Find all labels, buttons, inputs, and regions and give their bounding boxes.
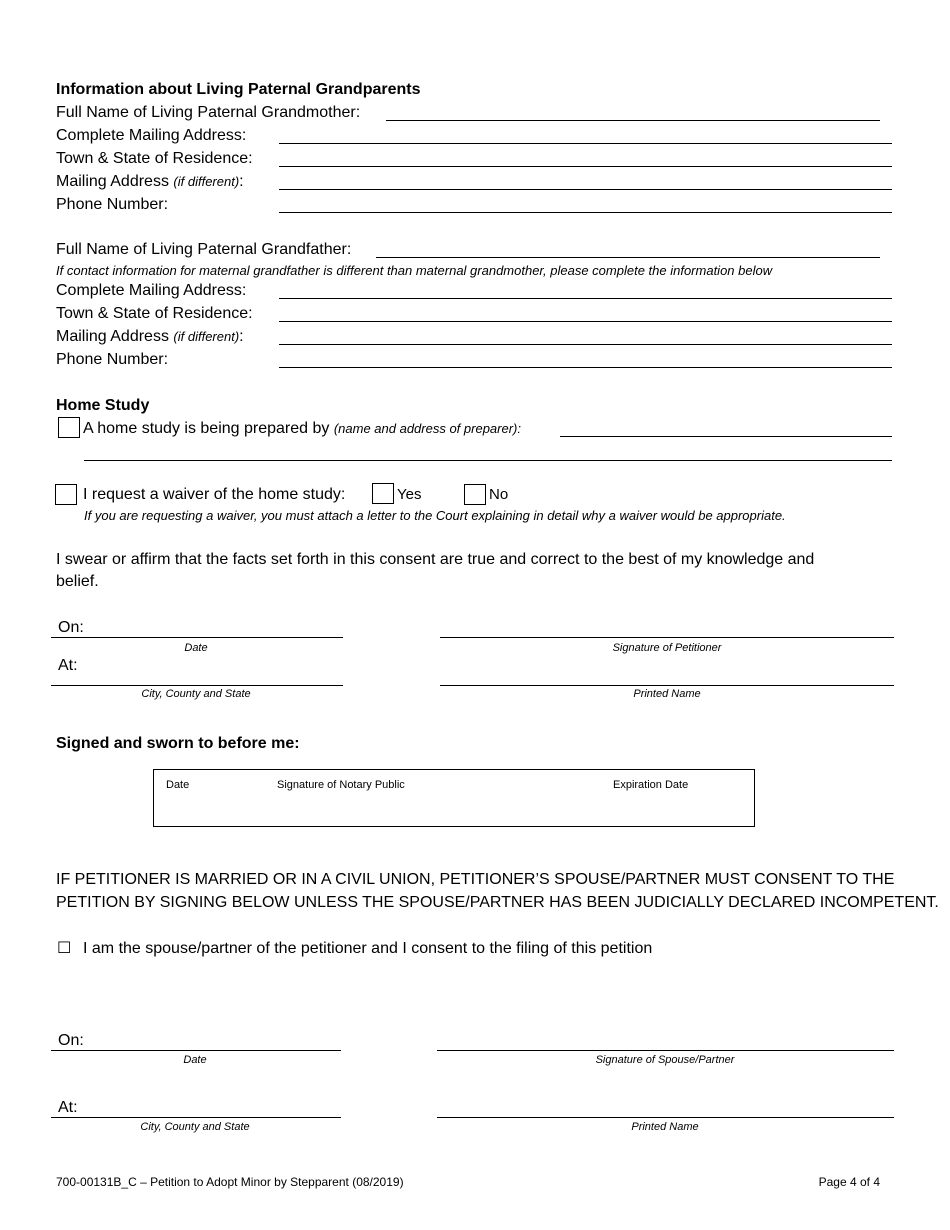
spouse-consent-label: I am the spouse/partner of the petitioner and I consent to the filing of this petition [83,940,653,957]
grandmother-phone-label: Phone Number: [56,196,169,213]
spouse-on-label: On: [58,1032,84,1049]
grandfather-name-label: Full Name of Living Paternal Grandfather: [56,241,352,258]
notary-expiration-label: Expiration Date [613,779,689,791]
prepared-label-note: (name and address of preparer): [333,421,521,436]
prepared-label-text: A home study is being prepared by [83,420,330,437]
home-study-preparer-field[interactable] [560,419,892,439]
oath-line-1: I swear or affirm that the facts set forth in this consent are true and correct to the best of my knowledge and [56,551,815,568]
footer-form-id: 700-00131B_C – Petition to Adopt Minor by Stepparent (08/2019) [56,1175,404,1189]
spouse-notice-line-2: PETITION BY SIGNING BELOW UNLESS THE SPOUSE/PARTNER HAS BEEN JUDICIALLY DECLARED INCOMPETENT. [56,894,939,911]
mailing-label-note: (if different) [173,329,240,344]
grandfather-name-field[interactable] [376,240,880,260]
notary-signature-label: Signature of Notary Public [277,779,405,791]
grandmother-mailing-label [56,172,244,192]
grandfather-phone-label: Phone Number: [56,351,169,368]
footer-page-number: Page 4 of 4 [818,1175,880,1189]
spouse-consent-checkbox[interactable]: ☐ [57,940,72,957]
home-study-waiver-checkbox[interactable] [55,484,77,505]
spouse-printed-name-line[interactable] [437,1117,894,1118]
grandmother-address-field[interactable] [279,126,892,146]
grandfather-phone-field[interactable] [279,350,892,370]
grandfather-note: If contact information for maternal grandfather is different than maternal grandmother, please complete the information below [56,263,773,278]
petitioner-signature-caption: Signature of Petitioner [612,642,722,654]
spouse-at-label: At: [58,1099,78,1116]
grandmother-phone-field[interactable] [279,195,892,215]
grandmother-name-label: Full Name of Living Paternal Grandmother: [56,104,361,121]
section-heading-home-study: Home Study [56,397,150,414]
notary-date-label: Date [166,779,190,791]
home-study-preparer-field-line2[interactable] [84,443,892,463]
grandfather-address-label: Complete Mailing Address: [56,282,247,299]
grandfather-town-label: Town & State of Residence: [56,305,253,322]
grandmother-name-field[interactable] [386,103,880,123]
grandmother-town-label: Town & State of Residence: [56,150,253,167]
petitioner-place-line[interactable] [51,685,343,686]
petitioner-date-caption: Date [184,642,208,654]
grandfather-mailing-field[interactable] [279,327,892,347]
spouse-place-line[interactable] [51,1117,341,1118]
petitioner-date-line[interactable] [51,637,343,638]
notary-box [153,769,755,827]
petitioner-on-label: On: [58,619,84,636]
petitioner-printed-name-line[interactable] [440,685,894,686]
grandfather-mailing-label [56,327,244,347]
home-study-prepared-label [83,419,521,439]
spouse-place-caption: City, County and State [140,1121,250,1133]
notary-heading: Signed and sworn to before me: [56,735,300,752]
mailing-label-text: Mailing Address [56,328,169,345]
mailing-label-note: (if different) [173,174,240,189]
waiver-no-checkbox[interactable] [464,484,486,505]
spouse-signature-line[interactable] [437,1050,894,1051]
mailing-label-colon: : [239,328,244,345]
grandmother-address-label: Complete Mailing Address: [56,127,247,144]
petitioner-printed-name-caption: Printed Name [633,688,701,700]
petitioner-signature-line[interactable] [440,637,894,638]
spouse-date-line[interactable] [51,1050,341,1051]
petitioner-at-label: At: [58,657,78,674]
spouse-date-caption: Date [183,1054,207,1066]
oath-line-2: belief. [56,573,99,590]
grandmother-town-field[interactable] [279,149,892,169]
home-study-prepared-checkbox[interactable] [58,417,80,438]
home-study-waiver-label: I request a waiver of the home study: [83,486,346,503]
mailing-label-colon: : [239,173,244,190]
grandfather-town-field[interactable] [279,304,892,324]
waiver-yes-label: Yes [397,486,422,503]
spouse-notice-line-1: IF PETITIONER IS MARRIED OR IN A CIVIL UNION, PETITIONER’S SPOUSE/PARTNER MUST CONSENT TO THE [56,871,895,888]
grandfather-address-field[interactable] [279,281,892,301]
waiver-no-label: No [489,486,509,503]
spouse-printed-name-caption: Printed Name [631,1121,699,1133]
grandmother-mailing-field[interactable] [279,172,892,192]
petitioner-place-caption: City, County and State [141,688,251,700]
section-heading-grandparents: Information about Living Paternal Grandparents [56,81,421,98]
spouse-signature-caption: Signature of Spouse/Partner [595,1054,735,1066]
mailing-label-text: Mailing Address [56,173,169,190]
waiver-yes-checkbox[interactable] [372,483,394,504]
waiver-note: If you are requesting a waiver, you must attach a letter to the Court explaining in detail why a waiver would be appropriate. [84,508,786,523]
